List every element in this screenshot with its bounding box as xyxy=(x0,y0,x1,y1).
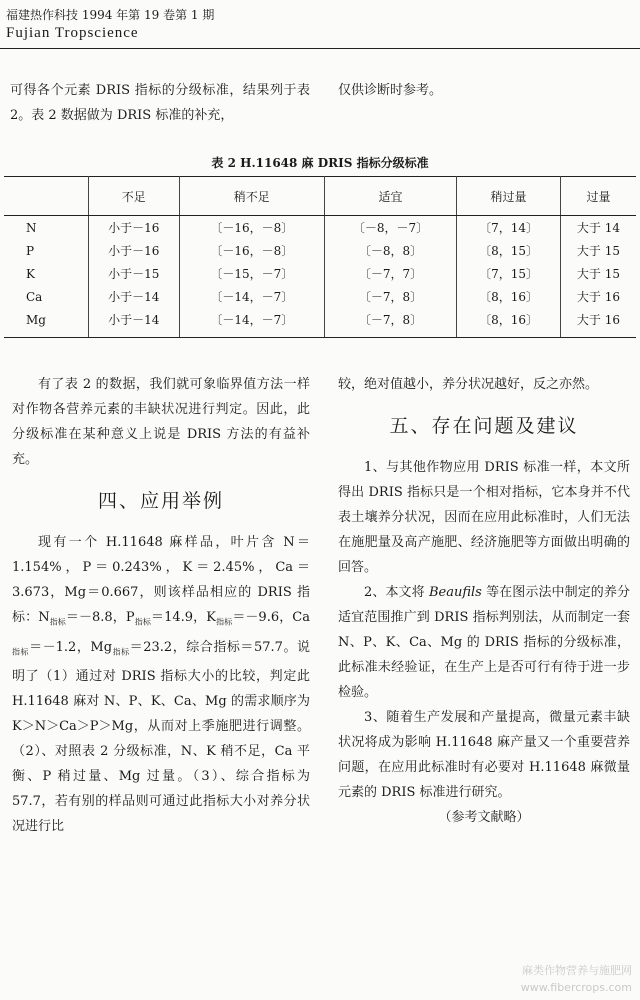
table-row xyxy=(4,262,636,285)
paragraph: 2、本文将 Beaufils 等在图示法中制定的养分适宜范围推广到 DRIS 指标判别法，从而制定一套 N、P、K、Ca、Mg 的 DRIS 指标的分级标准，此标准未经验证，在生产上是否可行有待于进一步检验。 xyxy=(338,585,630,700)
table-cell: 〔－8，8〕 xyxy=(324,239,456,262)
header-cell: 过量 xyxy=(560,177,636,216)
table-cell: 〔－15，－7〕 xyxy=(179,262,324,285)
table-header-row xyxy=(4,177,636,216)
table-cell: 〔－16，－8〕 xyxy=(179,216,324,240)
table-cell: 〔8，15〕 xyxy=(457,239,561,262)
table-cell: 〔7，15〕 xyxy=(457,262,561,285)
table-cell: 小于－16 xyxy=(89,239,180,262)
header-cell: 适宜 xyxy=(324,177,456,216)
table-row xyxy=(4,308,636,338)
table-cell: 〔－7，7〕 xyxy=(324,262,456,285)
table-cell: 大于 15 xyxy=(560,262,636,285)
table-cell: 大于 14 xyxy=(560,216,636,240)
header-rule xyxy=(0,48,640,49)
left-column xyxy=(12,372,310,839)
table-cell: P xyxy=(26,243,35,258)
table-cell: 小于－15 xyxy=(89,262,180,285)
table-cell: 大于 16 xyxy=(560,285,636,308)
table-cell: 〔－14，－7〕 xyxy=(179,308,324,338)
table-cell: K xyxy=(26,266,35,281)
header-cell: 不足 xyxy=(89,177,180,216)
right-column xyxy=(338,372,630,830)
table-row xyxy=(4,216,636,240)
table-cell: 〔－8，－7〕 xyxy=(324,216,456,240)
table-caption: 表 2 H.11648 麻 DRIS 指标分级标准 xyxy=(211,156,429,170)
section-heading-5: 五、存在问题及建议 xyxy=(389,415,579,437)
journal-title-cn: 福建热作科技 1994 年第 19 卷第 1 期 xyxy=(6,8,215,22)
table-cell: Ca xyxy=(26,289,43,304)
paragraph-example: 现有一个 H.11648 麻样品，叶片含 N＝1.154%，P＝0.243%，K＝2.45%，Ca＝3.673，Mg＝0.667，则该样品相应的 DRIS 指标：$N_{指标}=-8.8$，$P_{指标}=14.9$，$K_{指标}=-9.6$，$Ca_{指标}=-1.2$，$Mg_{指标}=23.2$，综合指标＝57.7。说明了（1）通过对 DRIS 指标大小的比较，判定此 H.11648 麻对 N、P、K、Ca、Mg 的需求顺序为 K＞N＞Ca＞P＞Mg，从而对上季施肥进行调整。（2）、对照表 2 分级标准，N、K 稍不足，Ca 平衡、P 稍过量、Mg 过量。（3）、综合指标为 57.7，若有别的样品则可通过此指标大小对养分状况进行比 xyxy=(12,535,311,835)
paragraph-intro-end: 仅供诊断时参考。 xyxy=(338,83,443,98)
running-header xyxy=(6,6,214,42)
references-note: （参考文献略） xyxy=(438,810,530,825)
watermark-cn: 麻类作物营养与施肥网 xyxy=(522,964,632,977)
table-row xyxy=(4,285,636,308)
table-cell: 小于－14 xyxy=(89,285,180,308)
table-cell: 〔－7，8〕 xyxy=(324,285,456,308)
paragraph: 1、与其他作物应用 DRIS 标准一样，本文所得出 DRIS 指标只是一个相对指标，它本身并不代表土壤养分状况，因而在应用此标准时，人们无法在施肥量及高产施肥、经济施肥等方面做出明确的回答。 xyxy=(338,460,630,575)
table-row xyxy=(4,239,636,262)
table-cell: 大于 15 xyxy=(560,239,636,262)
table-cell: 小于－14 xyxy=(89,308,180,338)
header-cell: 稍不足 xyxy=(179,177,324,216)
table-cell: Mg xyxy=(4,308,89,338)
section-heading-4: 四、应用举例 xyxy=(97,490,224,512)
table-cell: 〔8，16〕 xyxy=(457,308,561,338)
table-cell: 〔－16，－8〕 xyxy=(179,239,324,262)
paragraph-intro: 可得各个元素 DRIS 指标的分级标准，结果列于表 2。表 2 数据做为 DRIS 标准的补充， xyxy=(10,83,310,123)
journal-title-en: Fujian Tropscience xyxy=(6,25,139,41)
table-cell: 〔7，14〕 xyxy=(457,216,561,240)
table-cell: 大于 16 xyxy=(560,308,636,338)
watermark-url: www.fibercrops.com xyxy=(520,981,632,994)
table-cell: 〔－7，8〕 xyxy=(324,308,456,338)
table-cell: N xyxy=(26,220,37,235)
paragraph: 有了表 2 的数据，我们就可象临界值方法一样对作物各营养元素的丰缺状况进行判定。因此，此分级标准在某种意义上说是 DRIS 方法的有益补充。 xyxy=(12,377,310,467)
table-cell: 〔8，16〕 xyxy=(457,285,561,308)
grading-table xyxy=(4,176,636,338)
header-cell: 稍过量 xyxy=(457,177,561,216)
paragraph: 较，绝对值越小，养分状况越好，反之亦然。 xyxy=(338,377,599,392)
table-cell: 〔－14，－7〕 xyxy=(179,285,324,308)
table-cell: 小于－16 xyxy=(89,216,180,240)
paragraph: 3、随着生产发展和产量提高，微量元素丰缺状况将成为影响 H.11648 麻产量又一个重要营养问题，在应用此标准时有必要对 H.11648 麻微量元素的 DRIS 标准进行研究。 xyxy=(338,710,630,800)
header-cell xyxy=(4,177,89,216)
